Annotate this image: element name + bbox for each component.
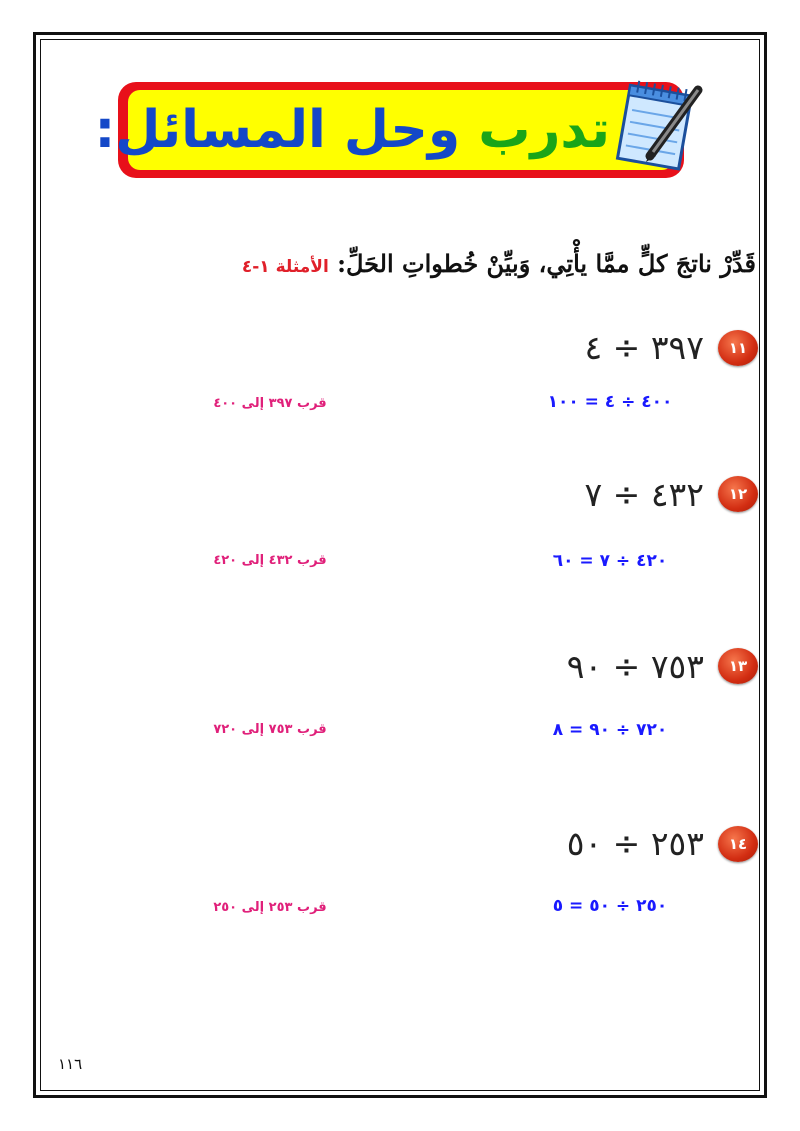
instruction-line <box>156 244 756 287</box>
problem-14 <box>0 822 800 972</box>
problem-13 <box>0 646 800 796</box>
rounding-hint: قرب ٤٣٢ إلى ٤٢٠ <box>213 553 327 568</box>
problem-11 <box>0 326 800 476</box>
problem-number-badge: ١٢ <box>718 476 758 512</box>
notepad-pen-icon <box>598 76 710 172</box>
title-word-train: تدرب <box>460 100 610 160</box>
problem-answer: ٢٥٠ ÷ ٥٠ = ٥ <box>552 896 668 916</box>
page-title <box>94 92 610 168</box>
problem-answer: ٤٢٠ ÷ ٧ = ٦٠ <box>552 551 668 571</box>
problem-number-badge: ١٤ <box>718 826 758 862</box>
title-word-solve: وحل المسائل: <box>94 100 461 160</box>
problem-expression: ٣٩٧ ÷ ٤ <box>584 328 704 367</box>
problem-number-badge: ١٣ <box>718 648 758 684</box>
problem-number-badge: ١١ <box>718 330 758 366</box>
problem-expression: ٢٥٣ ÷ ٥٠ <box>566 824 704 863</box>
rounding-hint: قرب ٣٩٧ إلى ٤٠٠ <box>213 396 327 411</box>
examples-reference: الأمثلة ١-٤ <box>241 257 329 277</box>
problem-expression: ٤٣٢ ÷ ٧ <box>584 475 704 514</box>
problem-answer: ٧٢٠ ÷ ٩٠ = ٨ <box>552 720 668 740</box>
problem-12 <box>0 474 800 624</box>
problem-answer: ٤٠٠ ÷ ٤ = ١٠٠ <box>547 392 673 412</box>
rounding-hint: قرب ٢٥٣ إلى ٢٥٠ <box>213 900 327 915</box>
problem-expression: ٧٥٣ ÷ ٩٠ <box>566 647 704 686</box>
page-number: ١١٦ <box>58 1055 83 1073</box>
instruction-text: قَدِّرْ ناتجَ كلٍّ ممَّا يأْتِي، وَبيِّنْ خُطواتِ الحَلِّ: <box>328 249 756 278</box>
rounding-hint: قرب ٧٥٣ إلى ٧٢٠ <box>213 722 327 737</box>
